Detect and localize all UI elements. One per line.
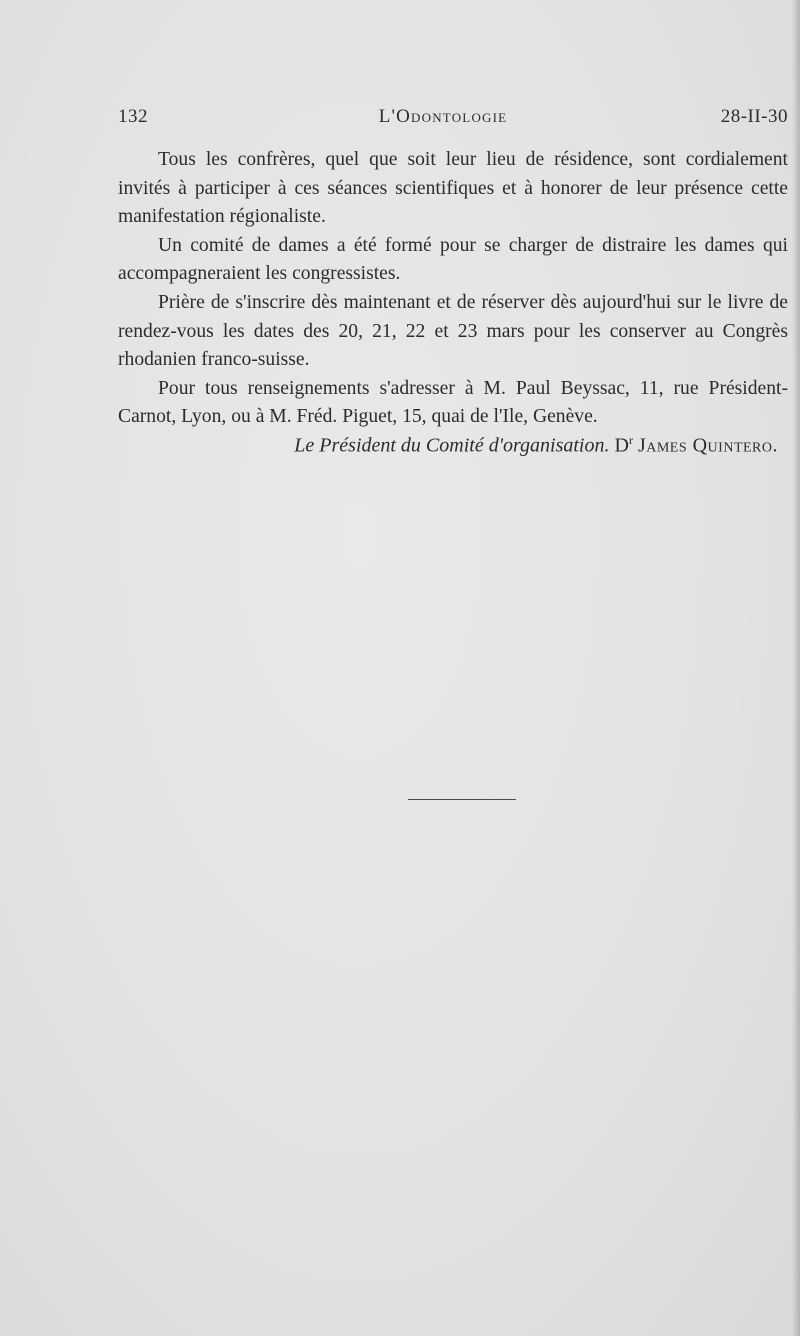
issue-date: 28-II-30 — [720, 106, 788, 127]
journal-title: L'Odontologie — [378, 106, 508, 127]
signature-name: James Quintero. — [637, 434, 778, 457]
paragraph-invitation: Tous les confrères, quel que soit leur lieu de résidence, sont cordialement invités à participer à ces séances scientifiques et à honorer de leur présence cette manifestation régionaliste. — [118, 149, 788, 228]
paragraph-ladies-committee: Un comité de dames a été formé pour se charger de distraire les dames qui accompagneraient les congressistes. — [118, 234, 788, 285]
running-header — [118, 106, 788, 134]
paragraph-contacts: Pour tous renseignements s'adresser à M. Paul Beyssac, 11, rue Président-Carnot, Lyon, ou à M. Fréd. Piguet, 15, quai de l'Ile, Genève. — [118, 377, 788, 428]
page-edge-shadow — [792, 0, 800, 1336]
signature-title: Le Président du Comité d'organisation. — [294, 434, 610, 457]
paragraph-registration: Prière de s'inscrire dès maintenant et de réserver dès aujourd'hui sur le livre de rendez-vous les dates des 20, 21, 22 et 23 mars pour les conserver au Congrès rhodanien franco-suisse. — [118, 291, 788, 371]
section-divider — [408, 799, 516, 800]
signature-prefix-sup: r — [628, 433, 633, 447]
signature-prefix: D — [614, 434, 629, 457]
article-body — [118, 146, 788, 432]
page-number: 132 — [118, 106, 148, 127]
signature-line — [118, 426, 778, 460]
